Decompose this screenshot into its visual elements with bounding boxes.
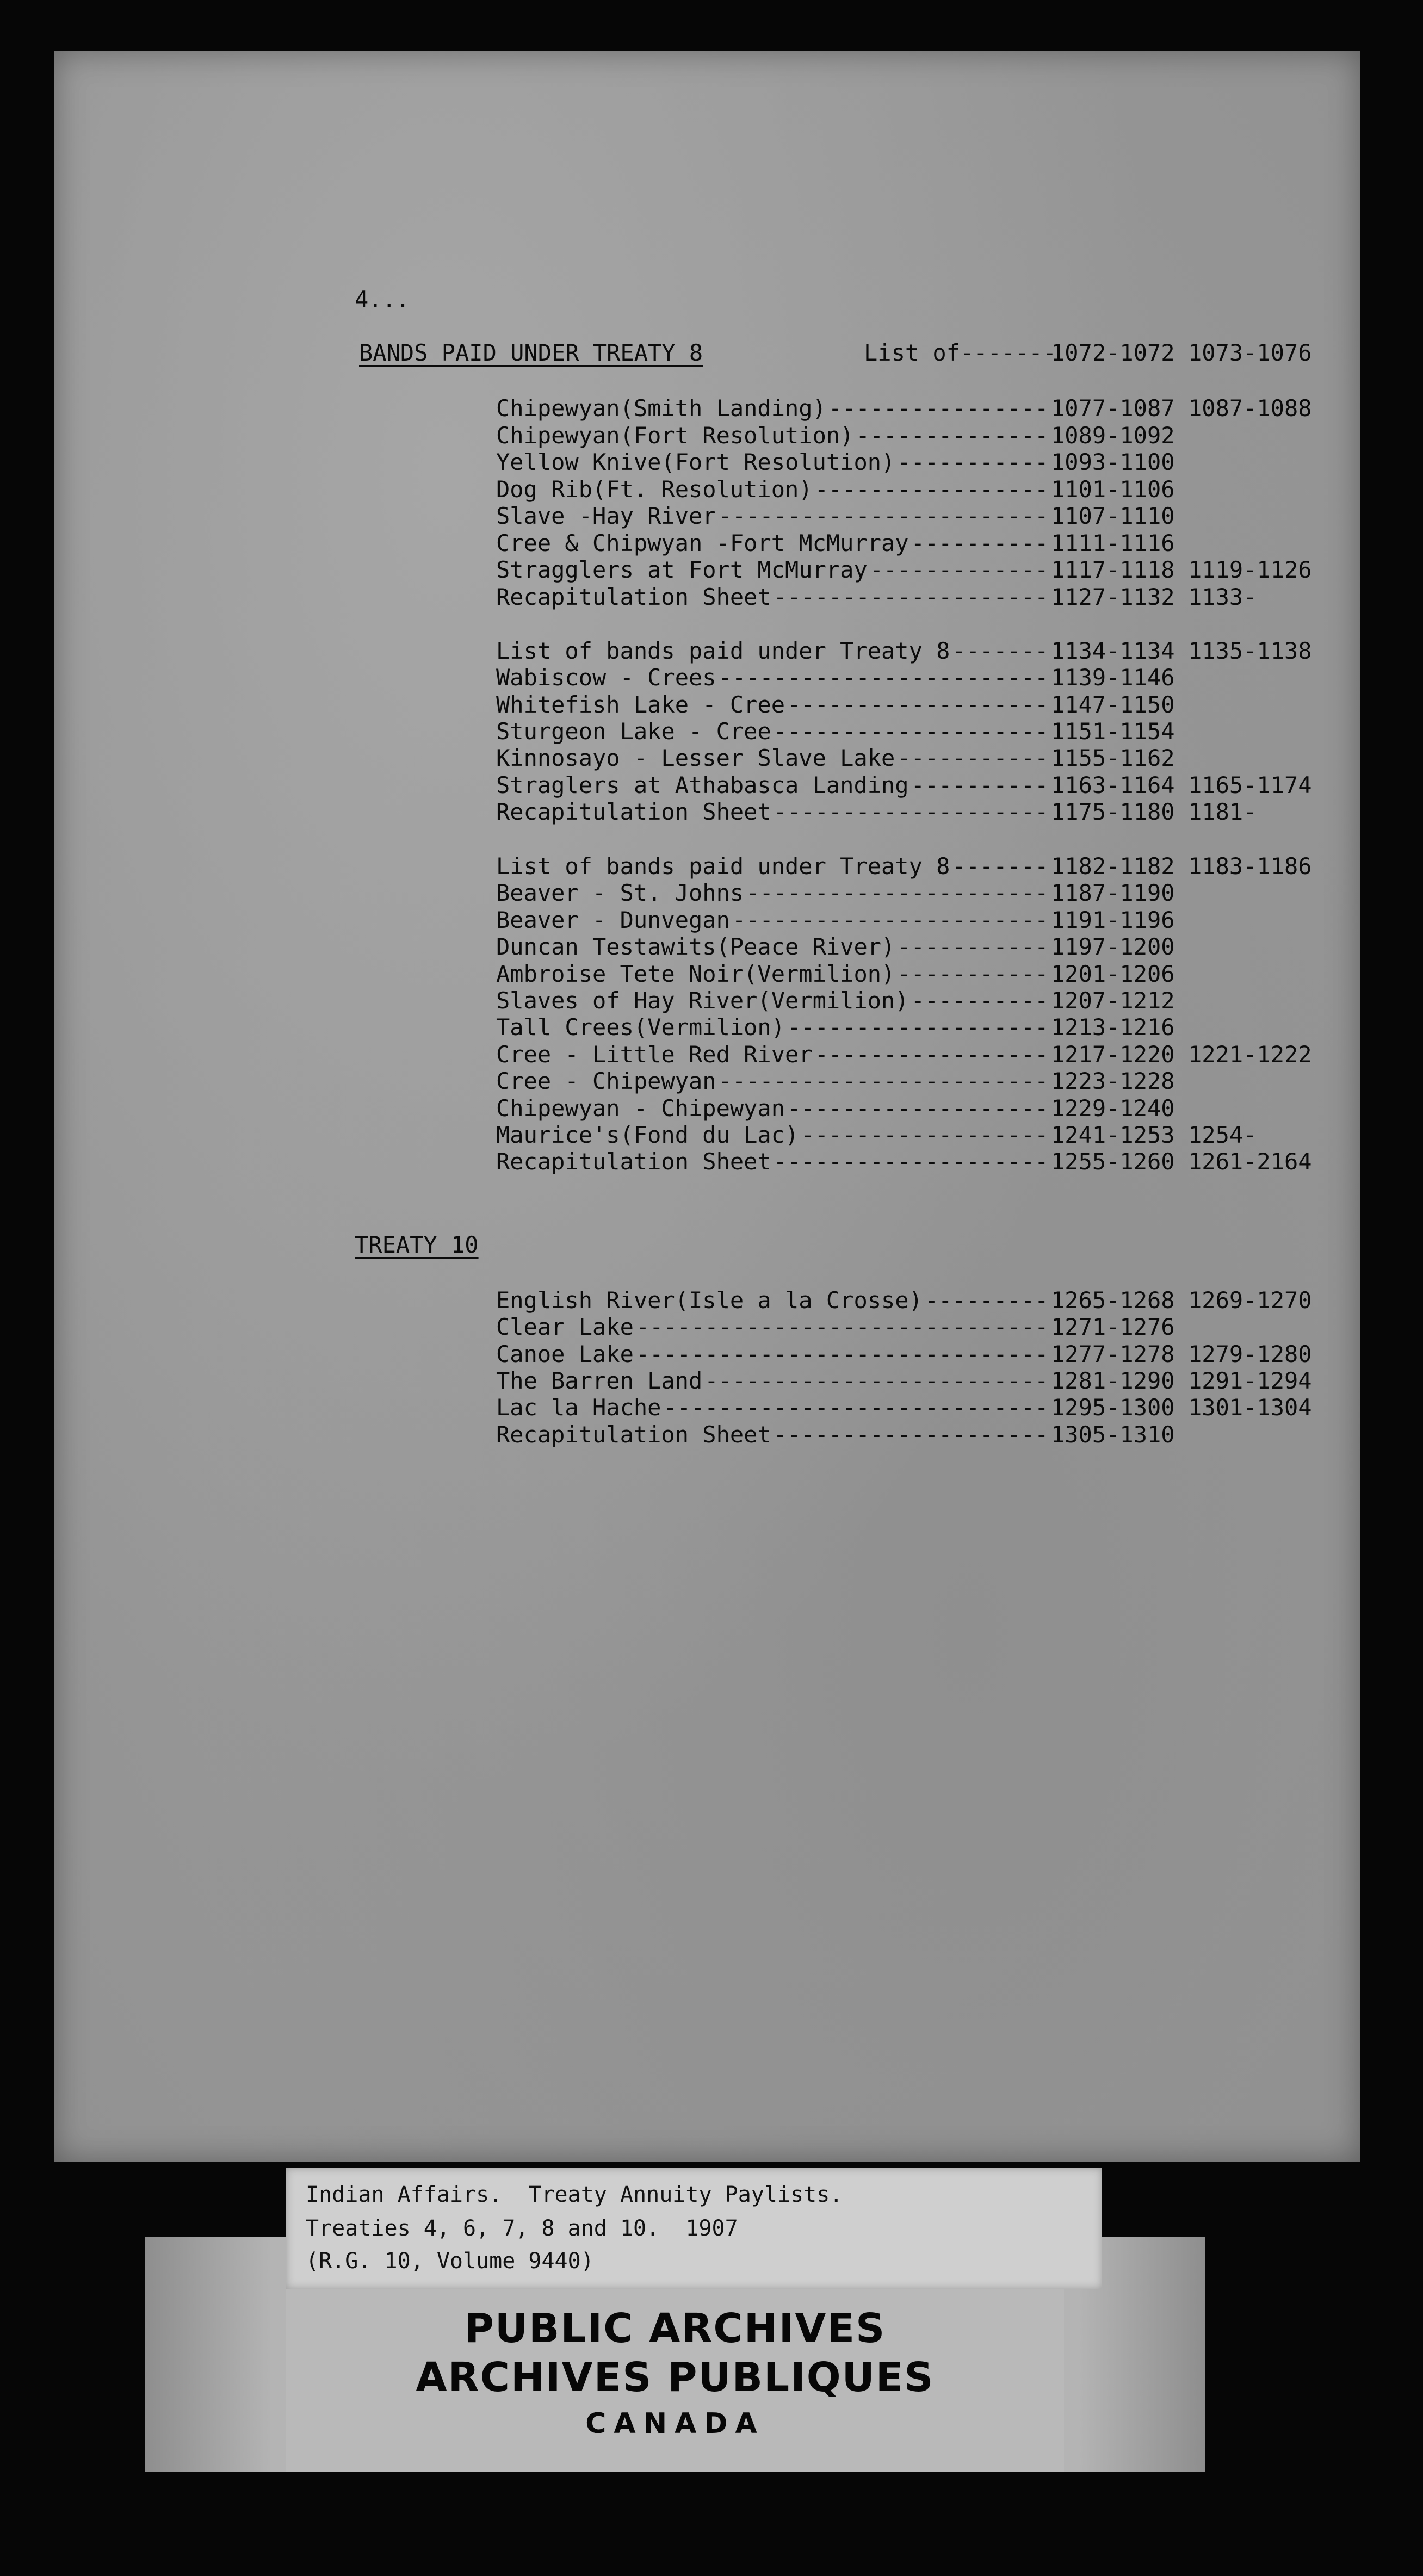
- list-row: [496, 1394, 1312, 1421]
- list-row: [496, 691, 1279, 719]
- page-range: 1255-1260: [1051, 1148, 1175, 1175]
- page-range-secondary: 1301-1304: [1188, 1394, 1312, 1421]
- page-range-secondary: 1279-1280: [1188, 1340, 1312, 1367]
- list-row: [496, 1068, 1279, 1095]
- list-of-label: List of-------: [864, 339, 1057, 366]
- page-range-secondary: 1254-: [1188, 1122, 1257, 1148]
- band-name: Yellow Knive(Fort Resolution) -----: [496, 449, 1045, 476]
- stamp-line-canada: CANADA: [585, 2407, 765, 2440]
- band-name: Cree & Chipwyan -Fort McMurray -----: [496, 530, 1045, 557]
- band-name: The Barren Land -----: [496, 1367, 1045, 1395]
- band-name: Kinnosayo - Lesser Slave Lake -----: [496, 745, 1045, 772]
- band-name: Ambroise Tete Noir(Vermilion) -----: [496, 961, 1045, 988]
- page-range-secondary: 1261-2164: [1188, 1148, 1312, 1175]
- band-name: Recapitulation Sheet -----: [496, 584, 1045, 611]
- page-range-secondary: 1183-1186: [1188, 853, 1312, 880]
- band-name: Beaver - St. Johns -----: [496, 880, 1045, 907]
- list-row: [496, 798, 1279, 826]
- label-line-2: Treaties 4, 6, 7, 8 and 10. 1907: [306, 2216, 738, 2241]
- stamp-line-archives-publiques: ARCHIVES PUBLIQUES: [416, 2354, 935, 2401]
- list-row: [496, 987, 1279, 1014]
- page-range: 1147-1150: [1051, 691, 1175, 718]
- band-name: Recapitulation Sheet -----: [496, 1148, 1045, 1175]
- list-row: [496, 771, 1312, 799]
- band-name: Duncan Testawits(Peace River) -----: [496, 933, 1045, 961]
- band-name: Canoe Lake -----: [496, 1341, 1045, 1368]
- list-row: [496, 745, 1279, 772]
- band-name: Recapitulation Sheet -----: [496, 798, 1045, 826]
- page-range-secondary: 1087-1088: [1188, 395, 1312, 422]
- page-range: 1107-1110: [1051, 503, 1175, 529]
- list-row: [496, 476, 1279, 503]
- page-range: 1134-1134: [1051, 637, 1175, 664]
- band-name: List of bands paid under Treaty 8 -----: [496, 853, 1045, 880]
- band-name: Lac la Hache -----: [496, 1394, 1045, 1421]
- page-marker: 4...: [355, 286, 410, 313]
- list-row: [496, 718, 1279, 745]
- page-range: 1213-1216: [1051, 1014, 1175, 1041]
- list-row: [496, 637, 1312, 665]
- section-title-treaty-8: BANDS PAID UNDER TREATY 8: [359, 339, 703, 366]
- page-range: 1139-1146: [1051, 664, 1175, 691]
- band-name: Chipewyan(Smith Landing) -----: [496, 395, 1045, 422]
- band-name: Clear Lake -----: [496, 1314, 1045, 1341]
- band-name: Recapitulation Sheet -----: [496, 1421, 1045, 1448]
- list-row: [496, 880, 1279, 907]
- page-range-secondary: 1119-1126: [1188, 556, 1312, 583]
- band-name: Dog Rib(Ft. Resolution) -----: [496, 476, 1045, 503]
- list-row: [496, 907, 1279, 934]
- list-row: [496, 1148, 1312, 1175]
- page-range-secondary: 1165-1174: [1188, 771, 1312, 798]
- page-range: 1305-1310: [1051, 1421, 1175, 1448]
- list-row: [496, 933, 1279, 961]
- page-range: 1117-1118: [1051, 556, 1175, 583]
- band-name: Maurice's(Fond du Lac) -----: [496, 1122, 1045, 1149]
- page-range: 1241-1253: [1051, 1122, 1175, 1148]
- list-row: [496, 395, 1312, 422]
- page-range: 1127-1132: [1051, 583, 1175, 610]
- band-name: Stragglers at Fort McMurray -----: [496, 556, 1045, 584]
- band-name: Cree - Little Red River -----: [496, 1041, 1045, 1068]
- archives-stamp-panel: [286, 2289, 1064, 2472]
- page-range: 1271-1276: [1051, 1314, 1175, 1341]
- band-name: Cree - Chipewyan -----: [496, 1068, 1045, 1095]
- stamp-line-public-archives: PUBLIC ARCHIVES: [464, 2305, 886, 2352]
- page-range: 1223-1228: [1051, 1068, 1175, 1095]
- page-range-secondary: 1221-1222: [1188, 1041, 1312, 1068]
- band-name: List of bands paid under Treaty 8 -----: [496, 637, 1045, 665]
- page-range: 1163-1164: [1051, 771, 1175, 798]
- list-row: [496, 1367, 1312, 1395]
- page-range: 1217-1220: [1051, 1041, 1175, 1068]
- page-range: 1229-1240: [1051, 1094, 1175, 1122]
- page-range: 1111-1116: [1051, 529, 1175, 556]
- list-row: [496, 1340, 1312, 1368]
- list-row: [496, 1041, 1312, 1068]
- page-range: 1281-1290: [1051, 1367, 1175, 1394]
- page-range: 1295-1300: [1051, 1394, 1175, 1421]
- page-range: 1182-1182: [1051, 853, 1175, 880]
- page-range: 1265-1268: [1051, 1287, 1175, 1314]
- page-range: 1077-1087: [1051, 395, 1175, 422]
- list-row: [496, 1122, 1279, 1149]
- label-line-3: (R.G. 10, Volume 9440): [306, 2249, 594, 2274]
- band-name: Beaver - Dunvegan -----: [496, 907, 1045, 934]
- page-range: 1089-1092: [1051, 422, 1175, 449]
- page-range: 1197-1200: [1051, 933, 1175, 961]
- band-name: Sturgeon Lake - Cree -----: [496, 718, 1045, 745]
- band-name: English River(Isle a la Crosse) -----: [496, 1287, 1045, 1314]
- page-range-secondary: 1269-1270: [1188, 1287, 1312, 1314]
- page-range-secondary: 1133-: [1188, 583, 1257, 610]
- list-row: [496, 1314, 1279, 1341]
- band-name: Tall Crees(Vermilion) -----: [496, 1014, 1045, 1041]
- list-row: [496, 1287, 1312, 1314]
- page-range: 1201-1206: [1051, 960, 1175, 987]
- list-row: [496, 530, 1279, 557]
- page-range-secondary: 1291-1294: [1188, 1367, 1312, 1394]
- band-name: Slaves of Hay River(Vermilion) -----: [496, 987, 1045, 1014]
- band-name: Chipewyan - Chipewyan -----: [496, 1095, 1045, 1122]
- page-range: 1093-1100: [1051, 449, 1175, 475]
- list-of-range-2: 1073-1076: [1188, 339, 1312, 366]
- list-row: [496, 1095, 1279, 1122]
- page-range-secondary: 1135-1138: [1188, 637, 1312, 664]
- list-row: [496, 961, 1279, 988]
- page-range: 1155-1162: [1051, 745, 1175, 772]
- label-line-1: Indian Affairs. Treaty Annuity Paylists.: [306, 2182, 843, 2207]
- list-row: [496, 1014, 1279, 1041]
- section-title-treaty-10: TREATY 10: [355, 1231, 479, 1258]
- list-row: [496, 422, 1279, 449]
- list-row: [496, 1421, 1279, 1448]
- list-row: [496, 449, 1279, 476]
- list-row: [496, 584, 1279, 611]
- page-range: 1207-1212: [1051, 987, 1175, 1014]
- list-row: [496, 556, 1312, 584]
- band-name: Whitefish Lake - Cree -----: [496, 691, 1045, 719]
- page-range-secondary: 1181-: [1188, 798, 1257, 825]
- list-row: [496, 853, 1312, 880]
- page-range: 1101-1106: [1051, 475, 1175, 503]
- page-range: 1187-1190: [1051, 880, 1175, 907]
- band-name: Chipewyan(Fort Resolution) -----: [496, 422, 1045, 449]
- catalogue-label: [286, 2168, 1102, 2289]
- band-name: Slave -Hay River -----: [496, 503, 1045, 530]
- band-name: Wabiscow - Crees -----: [496, 664, 1045, 691]
- band-name: Straglers at Athabasca Landing -----: [496, 772, 1045, 799]
- page-range: 1191-1196: [1051, 906, 1175, 933]
- page-range: 1151-1154: [1051, 717, 1175, 745]
- page-range: 1277-1278: [1051, 1340, 1175, 1367]
- page-range: 1175-1180: [1051, 798, 1175, 825]
- list-row: [496, 503, 1279, 530]
- list-of-range: 1072-1072: [1051, 339, 1175, 366]
- list-row: [496, 664, 1279, 691]
